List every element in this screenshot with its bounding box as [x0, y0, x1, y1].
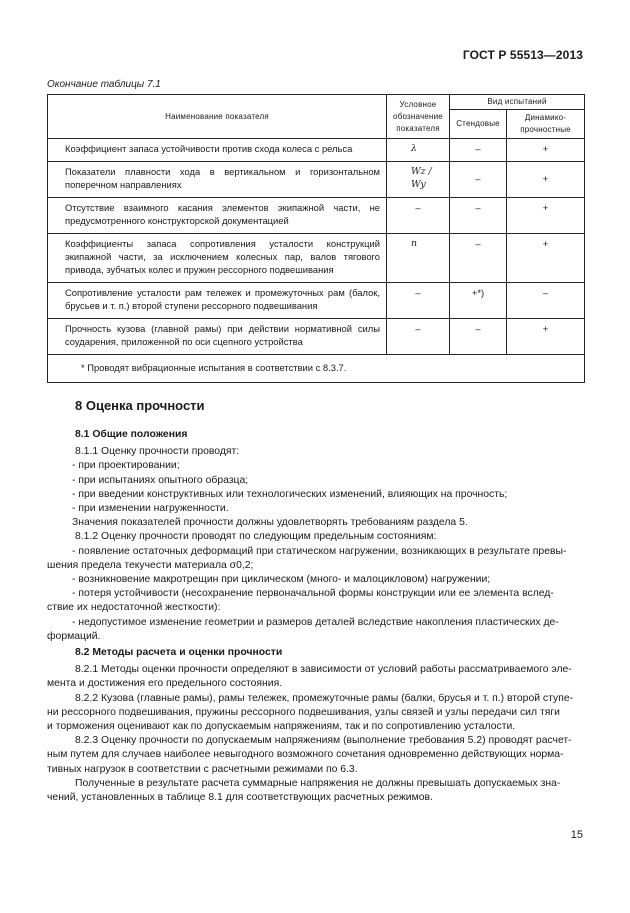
- table-row: [48, 162, 585, 198]
- row-symbol: n: [387, 234, 450, 283]
- section-title: 8 Оценка прочности: [75, 398, 205, 413]
- paragraph: 8.2.2 Кузова (главные рамы), рамы тележек, промежуточные рамы (балки, брусья и т. п.) второй ступе-: [75, 692, 574, 704]
- paragraph-cont: мента и достижения его предельного состояния.: [47, 678, 283, 690]
- table-row: [48, 234, 585, 283]
- row-bench: –: [450, 139, 507, 162]
- row-name: Сопротивление усталости рам тележек и промежуточных рам (балок, брусьев и т. п.) второй ступени рессорного подвешивания: [48, 283, 387, 319]
- row-symbol: –: [387, 283, 450, 319]
- paragraph: Полученные в результате расчета суммарные напряжения не должны превышать допускаемых зна-: [75, 777, 561, 789]
- indicators-table: [47, 94, 585, 383]
- standard-header: ГОСТ Р 55513—2013: [462, 48, 583, 62]
- row-bench: –: [450, 162, 507, 198]
- row-bench: –: [450, 319, 507, 355]
- row-dynamic: +: [507, 319, 585, 355]
- row-bench: –: [450, 198, 507, 234]
- list-item: - при испытаниях опытного образца;: [72, 474, 249, 486]
- list-item-cont: шения предела текучести материала σ0,2;: [47, 559, 254, 571]
- table-row: [48, 139, 585, 162]
- paragraph: 8.1.1 Оценку прочности проводят:: [75, 446, 240, 458]
- list-item: - при изменении нагруженности.: [72, 503, 229, 515]
- row-dynamic: +: [507, 162, 585, 198]
- col-header-test-kind: Вид испытаний: [450, 95, 585, 110]
- paragraph: 8.2.1 Методы оценки прочности определяют в зависимости от условий работы рассматриваемого эле-: [75, 664, 572, 676]
- subsection-title: 8.1 Общие положения: [75, 429, 188, 440]
- table-row: [48, 283, 585, 319]
- row-name: Коэффициенты запаса сопротивления усталости конструкций экипажной части, за исключением колесных пар, валов тягового привода, зубчатых колес и пружин рессорного подвешивания: [48, 234, 387, 283]
- row-symbol: Wz / Wy: [387, 162, 450, 198]
- list-item: - при проектировании;: [72, 460, 180, 472]
- row-symbol: –: [387, 319, 450, 355]
- row-dynamic: +: [507, 139, 585, 162]
- table-footnote: * Проводят вибрационные испытания в соответствии с 8.3.7.: [48, 355, 585, 383]
- paragraph-cont: ни рессорного подвешивания, пружины рессорного подвешивания, узлы связей и узлы передачи сил тяги: [47, 706, 560, 718]
- page-number: 15: [570, 829, 583, 841]
- row-symbol: λ: [387, 139, 450, 162]
- row-symbol: –: [387, 198, 450, 234]
- table-row: [48, 198, 585, 234]
- paragraph-cont: тивных нагрузок в соответствии с расчетными режимами по 6.3.: [47, 763, 358, 775]
- table-header-row: [48, 95, 585, 110]
- paragraph-cont: чений, установленных в таблице 8.1 для соответствующих расчетных режимов.: [47, 792, 433, 804]
- paragraph-cont: ным путем для случаев наиболее невыгодного возможного сочетания одновременно действующих норма-: [47, 749, 564, 761]
- paragraph: Значения показателей прочности должны удовлетворять требованиям раздела 5.: [72, 517, 468, 529]
- list-item: - потеря устойчивости (несохранение первоначальной формы конструкции или ее элемента вслед-: [72, 588, 554, 600]
- paragraph: 8.2.3 Оценку прочности по допускаемым напряжениям (выполнение требования 5.2) проводят расчет-: [75, 735, 572, 747]
- list-item: - при введении конструктивных или технологических изменений, влияющих на прочность;: [72, 488, 508, 500]
- paragraph-cont: и торможения оценивают как по допускаемым напряжениям, так и по сопротивлению усталости.: [47, 721, 516, 733]
- col-header-dynamic: Динамико-прочностные: [507, 110, 585, 139]
- col-header-name: Наименование показателя: [48, 95, 387, 139]
- row-bench: +*): [450, 283, 507, 319]
- list-item-cont: ствие их недостаточной жесткости):: [47, 602, 221, 614]
- row-bench: –: [450, 234, 507, 283]
- row-name: Отсутствие взаимного касания элементов экипажной части, не предусмотренного конструкторской документацией: [48, 198, 387, 234]
- table-caption: Окончание таблицы 7.1: [47, 79, 161, 90]
- row-dynamic: +: [507, 198, 585, 234]
- list-item-cont: формаций.: [47, 630, 101, 642]
- section-body: [47, 428, 584, 805]
- row-name: Прочность кузова (главной рамы) при действии нормативной силы соударения, приложенной по оси сцепного устройства: [48, 319, 387, 355]
- list-item: - недопустимое изменение геометрии и размеров деталей вследствие накопления пластических де-: [72, 616, 559, 628]
- subsection-title: 8.2 Методы расчета и оценки прочности: [75, 647, 283, 659]
- list-item: - появление остаточных деформаций при статическом нагружении, возникающих в результате превы-: [72, 545, 567, 557]
- col-header-bench: Стендовые: [450, 110, 507, 139]
- col-header-symbol: Условное обозначение показателя: [387, 95, 450, 139]
- row-dynamic: +: [507, 234, 585, 283]
- table-footnote-row: [48, 355, 585, 383]
- paragraph: 8.1.2 Оценку прочности проводят по следующим предельным состояниям:: [75, 531, 437, 543]
- row-name: Коэффициент запаса устойчивости против схода колеса с рельса: [48, 139, 387, 162]
- row-name: Показатели плавности хода в вертикальном и горизонтальном поперечном направлениях: [48, 162, 387, 198]
- list-item: - возникновение макротрещин при циклическом (много- и малоцикловом) нагружении;: [72, 574, 491, 586]
- table-row: [48, 319, 585, 355]
- row-dynamic: –: [507, 283, 585, 319]
